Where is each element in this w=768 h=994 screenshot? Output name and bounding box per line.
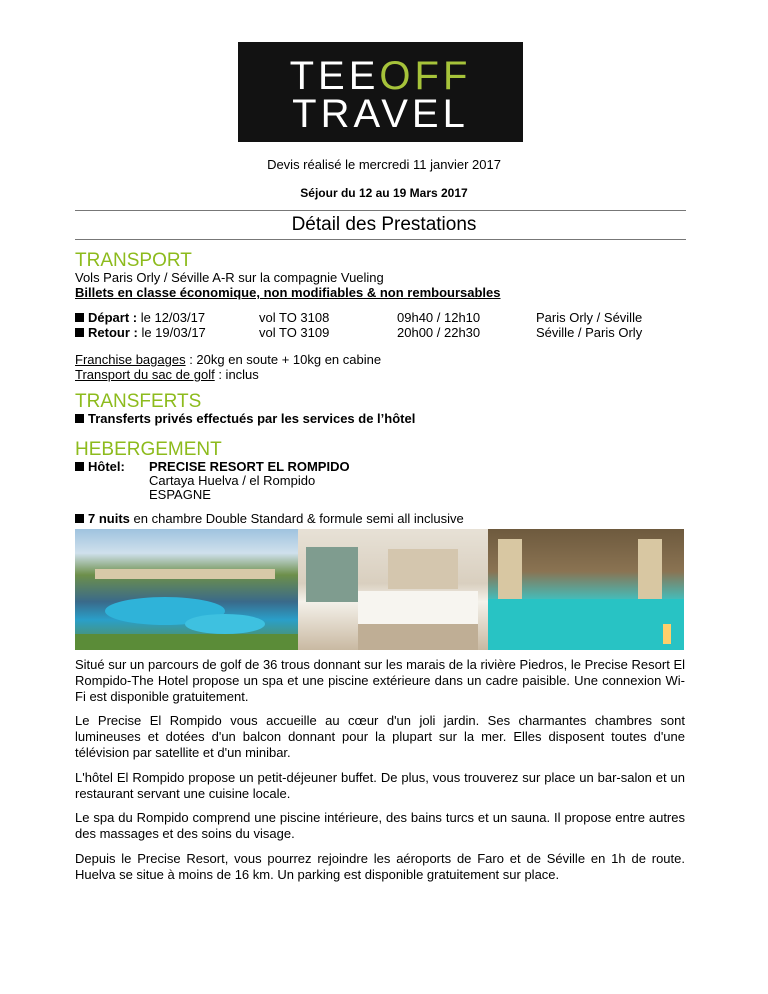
description-paragraph-2: Le Precise El Rompido vous accueille au cœur d'un joli jardin. Ses charmantes chambres sont lumineuses et dotées d'un balcon donnant pour la plupart sur la mer. Elles disposent toutes d'une télévision par satellite et d'un minibar. [75, 713, 685, 760]
hebergement-heading: HEBERGEMENT [75, 439, 222, 460]
description-paragraph-1: Situé sur un parcours de golf de 36 trous donnant sur les marais de la rivière Piedros, le Precise Resort El Rompido-The Hotel propose un spa et une piscine extérieure dans un cadre paisible. Une connexion Wi-Fi est disponible gratuitement. [75, 657, 685, 704]
nuits-details: en chambre Double Standard & formule semi all inclusive [129, 511, 464, 526]
nuits-line [75, 511, 464, 526]
indoor-pool-illustration [488, 529, 684, 650]
nuits-count: 7 nuits [88, 511, 130, 526]
flight-row-depart [75, 310, 205, 325]
hotel-country: ESPAGNE [149, 487, 211, 502]
golf-label: Transport du sac de golf [75, 367, 215, 382]
bed-illustration [298, 529, 488, 650]
sejour-dates: Séjour du 12 au 19 Mars 2017 [300, 186, 468, 200]
flight-date: le 19/03/17 [137, 325, 206, 340]
flight-label: Retour : [88, 325, 138, 340]
transferts-text: Transferts privés effectués par les services de l’hôtel [88, 411, 416, 426]
description-paragraph-5: Depuis le Precise Resort, vous pourrez rejoindre les aéroports de Faro et de Séville en 1h de route. Huelva se situe à moins de 16 km. Un parking est disponible gratuitement sur place. [75, 851, 685, 882]
golf-value: : inclus [214, 367, 259, 382]
indoor-pool-photo [488, 529, 684, 650]
bullet-square-icon [75, 462, 84, 471]
devis-date: Devis réalisé le mercredi 11 janvier 2017 [267, 157, 501, 172]
franchise-value: : 20kg en soute + 10kg en cabine [185, 352, 382, 367]
transferts-heading: TRANSFERTS [75, 391, 202, 412]
flight-vol-retour: vol TO 3109 [259, 325, 330, 340]
description-paragraph-3: L'hôtel El Rompido propose un petit-déjeuner buffet. De plus, vous trouverez sur place un bar-salon et un restaurant servant une cuisine locale. [75, 770, 685, 801]
flight-route-depart: Paris Orly / Séville [536, 310, 643, 325]
logo-text-tee: TEE [289, 54, 380, 98]
hotel-room-photo [298, 529, 488, 650]
hotel-city: Cartaya Huelva / el Rompido [149, 473, 316, 488]
flight-label: Départ : [88, 310, 138, 325]
bullet-square-icon [75, 414, 84, 423]
pool-shapes-illustration [75, 529, 298, 650]
transferts-line [75, 411, 415, 426]
transport-heading: TRANSPORT [75, 250, 192, 271]
bullet-square-icon [75, 328, 84, 337]
bullet-square-icon [75, 514, 84, 523]
logo-line-1 [238, 56, 523, 96]
teeoff-travel-logo [238, 42, 523, 142]
transport-line-2: Billets en classe économique, non modifiables & non remboursables [75, 285, 501, 300]
title-rule-top [75, 210, 686, 211]
hotel-name: PRECISE RESORT EL ROMPIDO [149, 459, 350, 474]
transport-golf [75, 367, 259, 382]
page-title: Détail des Prestations [291, 214, 477, 235]
franchise-label: Franchise bagages [75, 352, 186, 367]
logo-line-2: TRAVEL [292, 92, 469, 136]
franchise-bagages [75, 352, 381, 367]
bullet-square-icon [75, 313, 84, 322]
flight-date: le 12/03/17 [137, 310, 206, 325]
logo-text-off: OFF [379, 54, 472, 98]
flight-row-retour [75, 325, 206, 340]
flight-times-retour: 20h00 / 22h30 [397, 325, 481, 340]
hotel-label [75, 459, 125, 474]
flight-vol-depart: vol TO 3108 [259, 310, 330, 325]
hotel-label-text: Hôtel: [88, 459, 125, 474]
transport-line-1: Vols Paris Orly / Séville A-R sur la compagnie Vueling [75, 270, 384, 285]
title-rule-bottom [75, 239, 686, 240]
flight-times-depart: 09h40 / 12h10 [397, 310, 481, 325]
flight-route-retour: Séville / Paris Orly [536, 325, 643, 340]
resort-aerial-photo [75, 529, 298, 650]
description-paragraph-4: Le spa du Rompido comprend une piscine intérieure, des bains turcs et un sauna. Il propose entre autres des massages et des soins du visage. [75, 810, 685, 841]
